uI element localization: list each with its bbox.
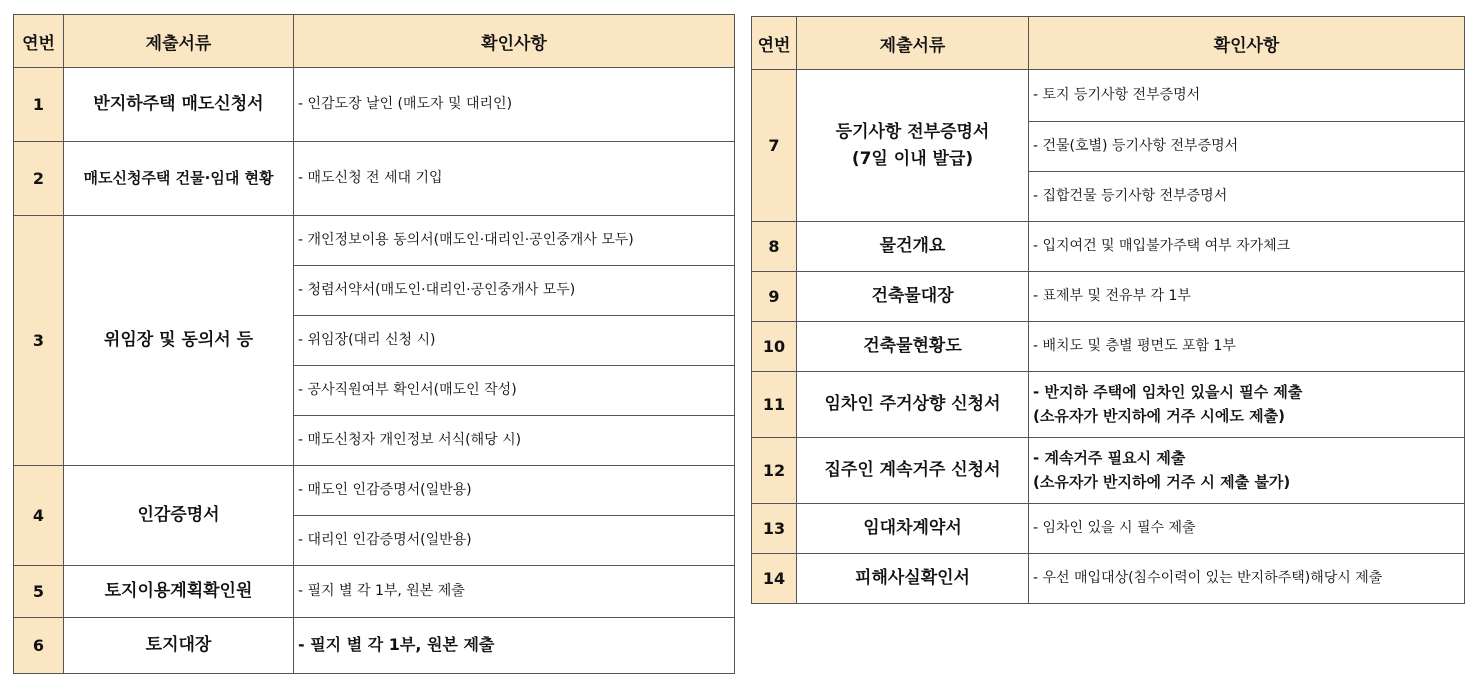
row-no: 14 (752, 554, 797, 604)
header-no: 연번 (14, 15, 64, 68)
row-doc: 물건개요 (797, 222, 1029, 272)
table-row (752, 70, 1465, 122)
row-check: - 우선 매입대상(침수이력이 있는 반지하주택)해당시 제출 (1029, 554, 1465, 604)
row-no: 9 (752, 272, 797, 322)
table-row (752, 322, 1465, 372)
row-doc-line: (7일 이내 발급) (851, 148, 974, 169)
table-row (752, 438, 1465, 504)
row-doc: 임차인 주거상향 신청서 (797, 372, 1029, 438)
row-no: 8 (752, 222, 797, 272)
row-check: - 공사직원여부 확인서(매도인 작성) (294, 366, 735, 416)
row-check: - 토지 등기사항 전부증명서 (1029, 70, 1465, 122)
table-row (14, 566, 735, 618)
submission-table-left (13, 14, 735, 674)
row-check: - 매도신청 전 세대 기입 (294, 142, 735, 216)
header-doc: 제출서류 (797, 17, 1029, 70)
row-check: - 건물(호별) 등기사항 전부증명서 (1029, 122, 1465, 172)
row-check: - 인감도장 날인 (매도자 및 대리인) (294, 68, 735, 142)
row-no: 3 (14, 216, 64, 466)
row-doc: 토지이용계획확인원 (64, 566, 294, 618)
row-check: - 배치도 및 층별 평면도 포함 1부 (1029, 322, 1465, 372)
row-doc (797, 70, 1029, 222)
header-check: 확인사항 (294, 15, 735, 68)
row-no: 2 (14, 142, 64, 216)
header-check: 확인사항 (1029, 17, 1465, 70)
table-row (752, 504, 1465, 554)
row-doc: 매도신청주택 건물·임대 현황 (64, 142, 294, 216)
table-row (14, 618, 735, 674)
table-row (752, 222, 1465, 272)
submission-table-right (751, 16, 1465, 604)
row-no: 13 (752, 504, 797, 554)
row-check: - 임차인 있을 시 필수 제출 (1029, 504, 1465, 554)
row-doc: 집주인 계속거주 신청서 (797, 438, 1029, 504)
row-check: - 집합건물 등기사항 전부증명서 (1029, 172, 1465, 222)
row-check (1029, 438, 1465, 504)
row-check: - 필지 별 각 1부, 원본 제출 (294, 618, 735, 674)
table-row (14, 68, 735, 142)
row-check: - 입지여건 및 매입불가주택 여부 자가체크 (1029, 222, 1465, 272)
row-check (1029, 372, 1465, 438)
row-check: - 필지 별 각 1부, 원본 제출 (294, 566, 735, 618)
table-row (14, 142, 735, 216)
row-check-line: (소유자가 반지하에 거주 시에도 제출) (1033, 406, 1285, 425)
row-doc: 반지하주택 매도신청서 (64, 68, 294, 142)
row-no: 5 (14, 566, 64, 618)
row-check-line: - 반지하 주택에 임차인 있을시 필수 제출 (1033, 383, 1303, 402)
table-row (14, 216, 735, 266)
row-no: 6 (14, 618, 64, 674)
row-check: - 매도신청자 개인정보 서식(해당 시) (294, 416, 735, 466)
row-check: - 대리인 인감증명서(일반용) (294, 516, 735, 566)
row-no: 7 (752, 70, 797, 222)
row-check-line: (소유자가 반지하에 거주 시 제출 불가) (1033, 472, 1291, 491)
row-no: 11 (752, 372, 797, 438)
row-check: - 매도인 인감증명서(일반용) (294, 466, 735, 516)
row-doc: 위임장 및 동의서 등 (64, 216, 294, 466)
row-doc: 건축물현황도 (797, 322, 1029, 372)
header-row (752, 17, 1465, 70)
row-doc: 인감증명서 (64, 466, 294, 566)
row-check: - 표제부 및 전유부 각 1부 (1029, 272, 1465, 322)
row-check: - 위임장(대리 신청 시) (294, 316, 735, 366)
row-no: 10 (752, 322, 797, 372)
header-no: 연번 (752, 17, 797, 70)
row-no: 1 (14, 68, 64, 142)
header-row (14, 15, 735, 68)
row-doc: 피해사실확인서 (797, 554, 1029, 604)
row-check: - 청렴서약서(매도인·대리인·공인중개사 모두) (294, 266, 735, 316)
row-no: 4 (14, 466, 64, 566)
row-doc: 토지대장 (64, 618, 294, 674)
row-doc-line: 등기사항 전부증명서 (835, 122, 990, 143)
table-row (14, 466, 735, 516)
row-check: - 개인정보이용 동의서(매도인·대리인·공인중개사 모두) (294, 216, 735, 266)
table-row (752, 372, 1465, 438)
row-doc: 건축물대장 (797, 272, 1029, 322)
table-row (752, 554, 1465, 604)
row-check-line: - 계속거주 필요시 제출 (1033, 449, 1186, 468)
row-no: 12 (752, 438, 797, 504)
header-doc: 제출서류 (64, 15, 294, 68)
table-row (752, 272, 1465, 322)
row-doc: 임대차계약서 (797, 504, 1029, 554)
